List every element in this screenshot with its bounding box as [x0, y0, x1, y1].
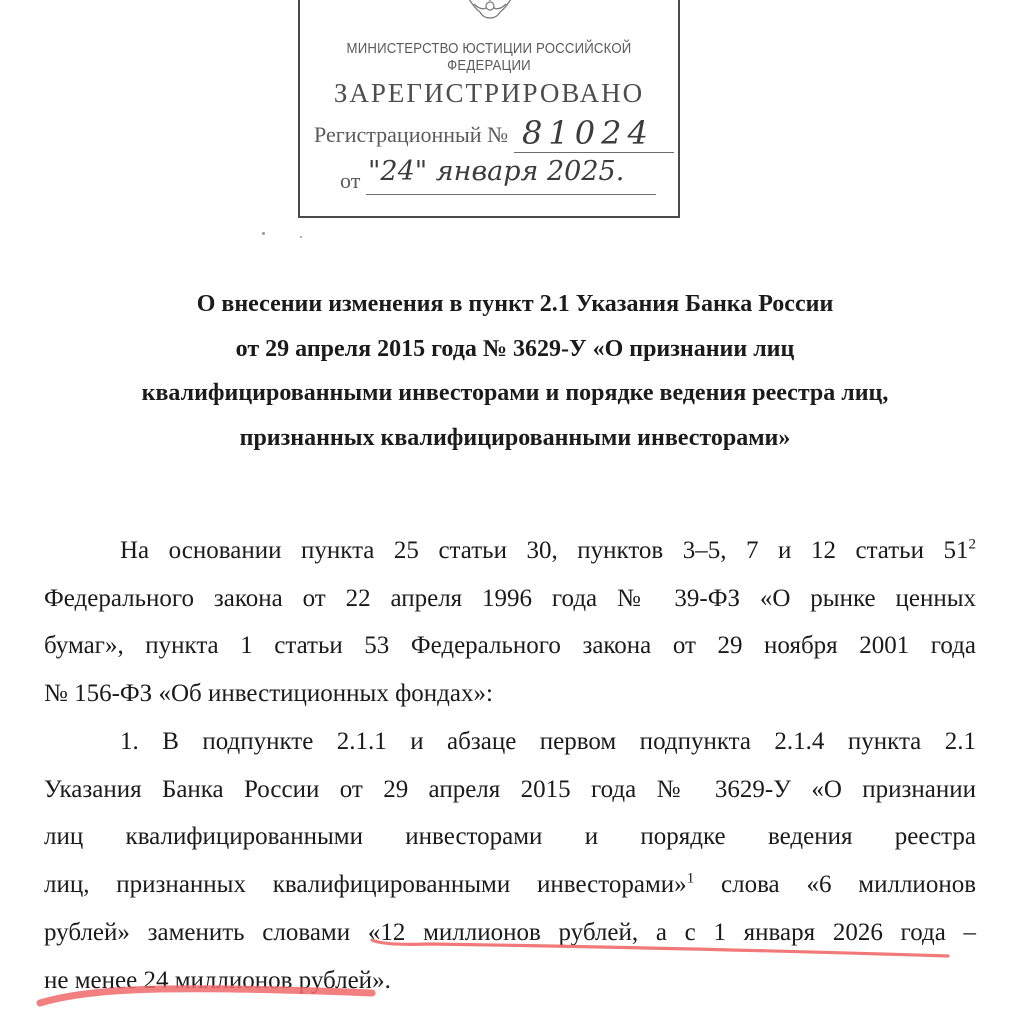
paragraph-line: Федерального закона от 22 апреля 1996 года № 39-ФЗ «О рынке ценных — [44, 584, 976, 612]
registration-stamp — [298, 0, 680, 218]
registration-status: ЗАРЕГИСТРИРОВАНО — [333, 78, 645, 108]
registration-date-underline — [366, 194, 656, 195]
title-line: от 29 апреля 2015 года № 3629-У «О признании лиц — [235, 335, 795, 362]
footnote-superscript: 2 — [968, 536, 976, 553]
registration-number: 81024 — [522, 114, 654, 152]
item-1-paragraph — [44, 718, 976, 1004]
registration-date: "24" января 2025. — [368, 156, 625, 187]
paragraph-line: не менее 24 миллионов рублей». — [44, 966, 391, 994]
scan-speck — [262, 232, 265, 235]
item-1-text: лиц, признанных квалифицированными инвесторами» — [44, 871, 687, 899]
paragraph-line — [44, 527, 976, 575]
paragraph-line — [44, 861, 976, 909]
paragraph-line: № 156-ФЗ «Об инвестиционных фондах»: — [44, 680, 493, 708]
coat-of-arms-icon — [450, 0, 530, 30]
preamble-text: На основании пункта 25 статьи 30, пунктов 3–5, 7 и 12 статьи 51 — [120, 537, 969, 564]
registration-number-label: Регистрационный № — [314, 122, 509, 147]
title-line: О внесении изменения в пункт 2.1 Указания Банка России — [196, 291, 834, 317]
footnote-superscript: 1 — [686, 870, 695, 887]
paragraph-line: Указания Банка России от 29 апреля 2015 года № 3629-У «О признании — [44, 775, 976, 803]
registration-date-label: от — [340, 168, 361, 193]
paragraph-line: рублей» заменить словами «12 миллионов рублей, а с 1 января 2026 года – — [44, 918, 976, 946]
paragraph-line: лиц квалифицированными инвесторами и порядке ведения реестра — [44, 823, 976, 851]
scan-speck — [300, 236, 302, 238]
preamble-paragraph — [44, 527, 976, 718]
title-line: признанных квалифицированными инвесторами» — [239, 424, 791, 451]
document-title — [40, 282, 990, 460]
ministry-name: МИНИСТЕРСТВО ЮСТИЦИИ РОССИЙСКОЙ ФЕДЕРАЦИИ — [346, 40, 632, 74]
item-1-text: слова «6 миллионов — [694, 871, 976, 899]
registration-number-underline — [514, 152, 674, 153]
title-line: квалифицированными инвесторами и порядке ведения реестра лиц, — [141, 380, 889, 406]
paragraph-line: 1. В подпункте 2.1.1 и абзаце первом подпункта 2.1.4 пункта 2.1 — [120, 728, 976, 755]
paragraph-line: бумаг», пункта 1 статьи 53 Федерального закона от 29 ноября 2001 года — [44, 632, 976, 660]
